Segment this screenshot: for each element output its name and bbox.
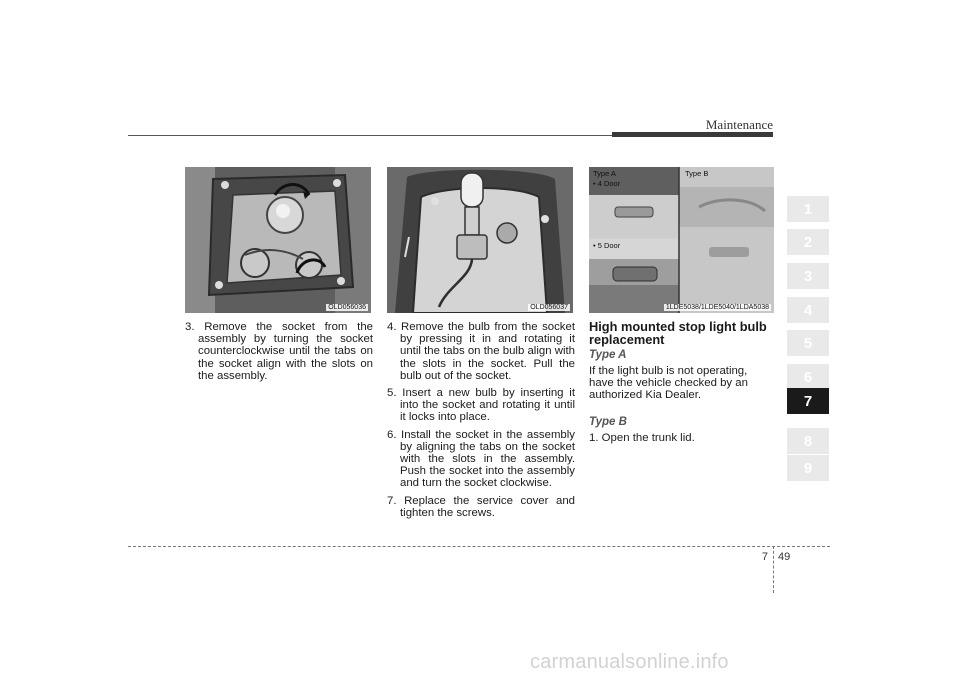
type-a-label: Type A	[593, 169, 616, 178]
footer-divider	[773, 546, 774, 593]
page-chapter-number: 7	[761, 551, 768, 563]
chapter-tab-2[interactable]: 2	[787, 229, 829, 255]
figure-code: OLD056037	[530, 304, 568, 311]
chapter-tab-1[interactable]: 1	[787, 196, 829, 222]
figure-stop-light-types	[589, 167, 774, 313]
chapter-tab-4[interactable]: 4	[787, 297, 829, 323]
step-7: 7. Replace the service cover and tighten the screws.	[387, 494, 575, 519]
chapter-tab-6[interactable]: 6	[787, 364, 829, 390]
column-1-steps	[185, 321, 373, 387]
type-b-step-1: 1. Open the trunk lid.	[589, 432, 695, 444]
footer-rule	[128, 546, 830, 547]
socket-removal-illustration	[185, 167, 371, 313]
stop-light-types-illustration	[589, 167, 774, 313]
bulb-removal-illustration	[387, 167, 573, 313]
figure-code: 1LDE5038/1LDE5040/1LDA5038	[665, 304, 769, 311]
section-heading: High mounted stop light bulb replacement	[589, 319, 767, 347]
chapter-tab-9[interactable]: 9	[787, 455, 829, 481]
type-b-heading: Type B	[589, 416, 627, 428]
figure-socket-removal	[185, 167, 371, 313]
step-6: 6. Install the socket in the assembly by aligning the tabs on the socket with the slots in the assembly. Push the socket into the assembly and turn the socket clockwise.	[387, 428, 575, 490]
type-b-label: Type B	[685, 169, 709, 178]
chapter-tab-8[interactable]: 8	[787, 428, 829, 454]
figure-code: OLD056036	[328, 304, 366, 311]
figure-bulb-removal	[387, 167, 573, 313]
header-rule-accent	[612, 132, 773, 137]
watermark: carmanualsonline.info	[530, 651, 729, 673]
page-number: 49	[778, 551, 791, 563]
step-3: 3. Remove the socket from the assembly by turning the socket counterclockwise until the tabs on the socket align with the slots on the assembly.	[185, 321, 373, 382]
four-door-label: • 4 Door	[593, 179, 621, 188]
section-title: Maintenance	[705, 117, 773, 132]
chapter-tab-3[interactable]: 3	[787, 263, 829, 289]
step-4: 4. Remove the bulb from the socket by pressing it in and rotating it until the tabs on the bulb align with the slots in the socket. Pull the bulb out of the socket.	[387, 321, 575, 382]
type-a-heading: Type A	[589, 349, 627, 361]
type-a-text: If the light bulb is not operating, have the vehicle checked by an authorized Kia Dealer.	[589, 365, 748, 402]
chapter-tab-5[interactable]: 5	[787, 330, 829, 356]
step-5: 5. Insert a new bulb by inserting it into the socket and rotating it until it locks into place.	[387, 387, 575, 424]
column-2-steps	[387, 321, 575, 524]
chapter-tab-7[interactable]: 7	[787, 388, 829, 414]
five-door-label: • 5 Door	[593, 241, 621, 250]
